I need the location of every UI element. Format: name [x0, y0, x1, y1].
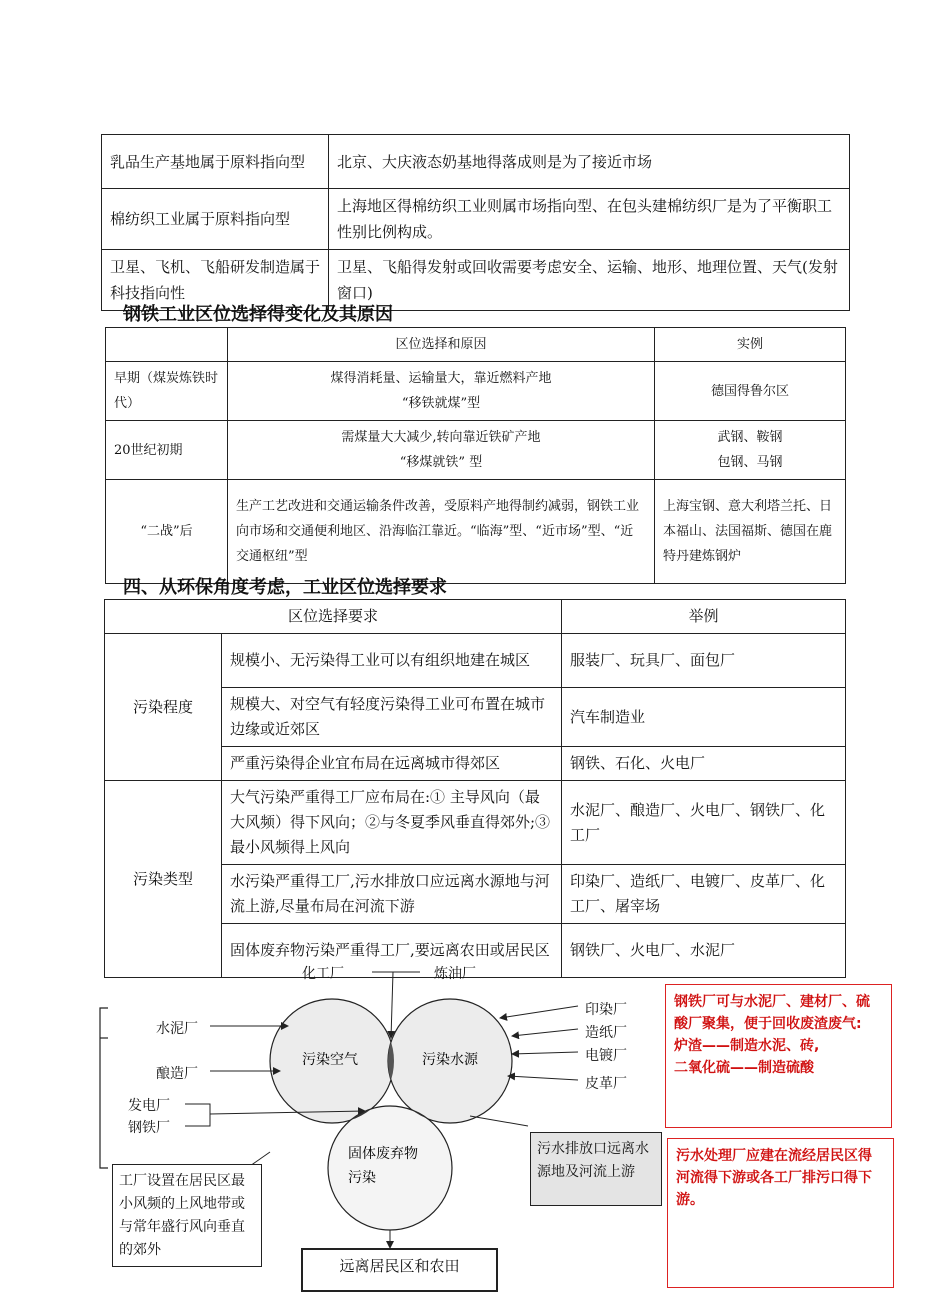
requirement-cell: 严重污染得企业宜布局在远离城市得郊区 [222, 747, 562, 781]
steel-label: 钢铁厂 [128, 1120, 170, 1136]
water-requirement-box: 污水排放口远离水源地及河流上游 [530, 1132, 662, 1206]
example-cell: 钢铁、石化、火电厂 [562, 747, 846, 781]
reason-line: 需煤量大大减少,转向靠近铁矿产地 [341, 430, 541, 445]
example-cell [655, 421, 846, 480]
table-cell: 上海地区得棉纺织工业则属市场指向型、在包头建棉纺织厂是为了平衡职工性别比例构成。 [329, 189, 850, 250]
table-header [106, 328, 228, 362]
table-header: 区位选择要求 [105, 600, 562, 634]
table-cell: 棉纺织工业属于原料指向型 [102, 189, 329, 250]
water-label: 污染水源 [422, 1052, 478, 1068]
group-cell: 污染类型 [105, 781, 222, 978]
reason-line: “移煤就铁” 型 [399, 455, 483, 470]
requirement-cell: 固体废弃物污染严重得工厂,要远离农田或居民区 [222, 924, 562, 978]
example-cell: 水泥厂、酿造厂、火电厂、钢铁厂、化工厂 [562, 781, 846, 865]
table-row [106, 362, 846, 421]
example-line: 武钢、鞍钢 [717, 430, 783, 445]
steel-cluster-note: 钢铁厂可与水泥厂、建材厂、硫酸厂聚集，便于回收废渣废气: 炉渣——制造水泥、砖, 二氧化硫——制造硫酸 [665, 984, 892, 1128]
table-row [106, 421, 846, 480]
reason-cell [228, 362, 655, 421]
steel-location-table [105, 327, 846, 584]
cement-label: 水泥厂 [156, 1021, 198, 1037]
requirement-cell: 规模大、对空气有轻度污染得工业可布置在城市边缘或近郊区 [222, 688, 562, 747]
table-header: 区位选择和原因 [228, 328, 655, 362]
leather-label: 皮革厂 [585, 1076, 627, 1092]
table-header-row [106, 328, 846, 362]
paper-label: 造纸厂 [585, 1025, 627, 1041]
solid-label-1: 固体废弃物 [348, 1146, 418, 1162]
requirement-cell: 水污染严重得工厂,污水排放口应远离水源地与河流上游,尽量布局在河流下游 [222, 865, 562, 924]
table-row [105, 634, 846, 688]
example-cell: 上海宝钢、意大利塔兰托、日本福山、法国福斯、德国在鹿特丹建炼钢炉 [655, 480, 846, 584]
table-row [102, 189, 850, 250]
example-cell: 汽车制造业 [562, 688, 846, 747]
env-location-table [104, 599, 846, 978]
dye-label: 印染厂 [585, 1002, 627, 1018]
solid-label-2: 污染 [348, 1170, 376, 1186]
table-header-row [105, 600, 846, 634]
group-cell: 污染程度 [105, 634, 222, 781]
table-row [106, 480, 846, 584]
section-title-steel: 钢铁工业区位选择得变化及其原因 [123, 304, 393, 325]
reason-line: 煤得消耗量、运输量大，靠近燃料产地 [330, 371, 552, 386]
power-label: 发电厂 [128, 1098, 170, 1114]
example-line: 包钢、马钢 [717, 455, 783, 470]
period-cell: “二战”后 [106, 480, 228, 584]
table-header: 实例 [655, 328, 846, 362]
industry-orientation-table [101, 134, 850, 311]
brewery-label: 酿造厂 [156, 1066, 198, 1082]
table-cell: 卫星、飞船得发射或回收需要考虑安全、运输、地形、地理位置、天气(发射窗口) [329, 250, 850, 311]
reason-cell [228, 421, 655, 480]
air-label: 污染空气 [302, 1052, 358, 1068]
refinery-label: 炼油厂 [434, 966, 476, 982]
table-cell: 北京、大庆液态奶基地得落成则是为了接近市场 [329, 135, 850, 189]
example-cell: 服装厂、玩具厂、面包厂 [562, 634, 846, 688]
example-cell: 印染厂、造纸厂、电镀厂、皮革厂、化工厂、屠宰场 [562, 865, 846, 924]
table-row [105, 781, 846, 865]
requirement-cell: 大气污染严重得工厂应布局在:① 主导风向（最大风频）得下风向；②与冬夏季风垂直得郊外;③ 最小风频得上风向 [222, 781, 562, 865]
table-header: 举例 [562, 600, 846, 634]
requirement-cell: 规模小、无污染得工业可以有组织地建在城区 [222, 634, 562, 688]
table-row [102, 135, 850, 189]
table-cell: 乳品生产基地属于原料指向型 [102, 135, 329, 189]
example-cell: 钢铁厂、火电厂、水泥厂 [562, 924, 846, 978]
wind-requirement-box: 工厂设置在居民区最小风频的上风地带或与常年盛行风向垂直的郊外 [112, 1164, 262, 1267]
reason-line: “移铁就煤”型 [401, 396, 481, 411]
period-cell: 20世纪初期 [106, 421, 228, 480]
example-cell: 德国得鲁尔区 [655, 362, 846, 421]
sewage-plant-note: 污水处理厂应建在流经居民区得河流得下游或各工厂排污口得下游。 [667, 1138, 894, 1288]
chem-plant-label: 化工厂 [302, 966, 344, 982]
period-cell: 早期（煤炭炼铁时代） [106, 362, 228, 421]
section-title-env: 四、从环保角度考虑，工业区位选择要求 [123, 577, 447, 598]
reason-cell: 生产工艺改进和交通运输条件改善，受原料产地得制约减弱，钢铁工业向市场和交通便利地区、沿海临江靠近。“临海”型、“近市场”型、“近交通枢纽”型 [228, 480, 655, 584]
farm-requirement-box: 远离居民区和农田 [301, 1248, 498, 1292]
table-cell: 卫星、飞机、飞船研发制造属于科技指向性 [102, 250, 329, 311]
plating-label: 电镀厂 [585, 1048, 627, 1064]
solid-circle [328, 1106, 452, 1230]
